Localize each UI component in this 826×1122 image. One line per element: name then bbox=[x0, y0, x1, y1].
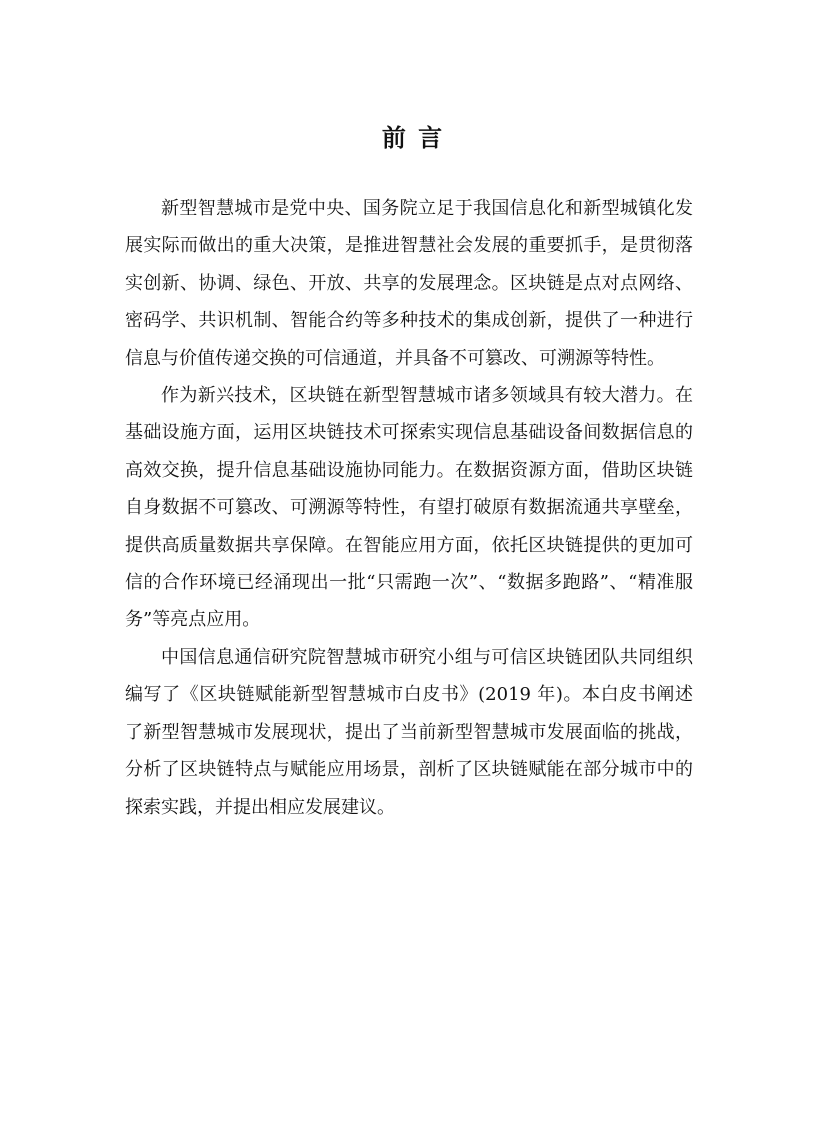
paragraph-2: 作为新兴技术，区块链在新型智慧城市诸多领域具有较大潜力。在基础设施方面，运用区块链技术可探索实现信息基础设备间数据信息的高效交换，提升信息基础设施协同能力。在数据资源方面，借助区块链自身数据不可篡改、可溯源等特性，有望打破原有数据流通共享壁垒，提供高质量数据共享保障。在智能应用方面，依托区块链提供的更加可信的合作环境已经涌现出一批“只需跑一次”、“数据多跑路”、“精准服务”等亮点应用。 bbox=[125, 385, 693, 631]
paragraph-1: 新型智慧城市是党中央、国务院立足于我国信息化和新型城镇化发展实际而做出的重大决策，是推进智慧社会发展的重要抓手，是贯彻落实创新、协调、绿色、开放、共享的发展理念。区块链是点对点网络、密码学、共识机制、智能合约等多种技术的集成创新，提供了一种进行信息与价值传递交换的可信通道，并具备不可篡改、可溯源等特性。 bbox=[125, 198, 693, 369]
preface-body bbox=[125, 190, 693, 826]
paragraph-3: 中国信息通信研究院智慧城市研究小组与可信区块链团队共同组织编写了《区块链赋能新型智慧城市白皮书》(2019 年)。本白皮书阐述了新型智慧城市发展现状，提出了当前新型智慧城市发展面临的挑战，分析了区块链特点与赋能应用场景，剖析了区块链赋能在部分城市中的探索实践，并提出相应发展建议。 bbox=[125, 646, 693, 818]
page-title: 前 言 bbox=[381, 123, 445, 153]
